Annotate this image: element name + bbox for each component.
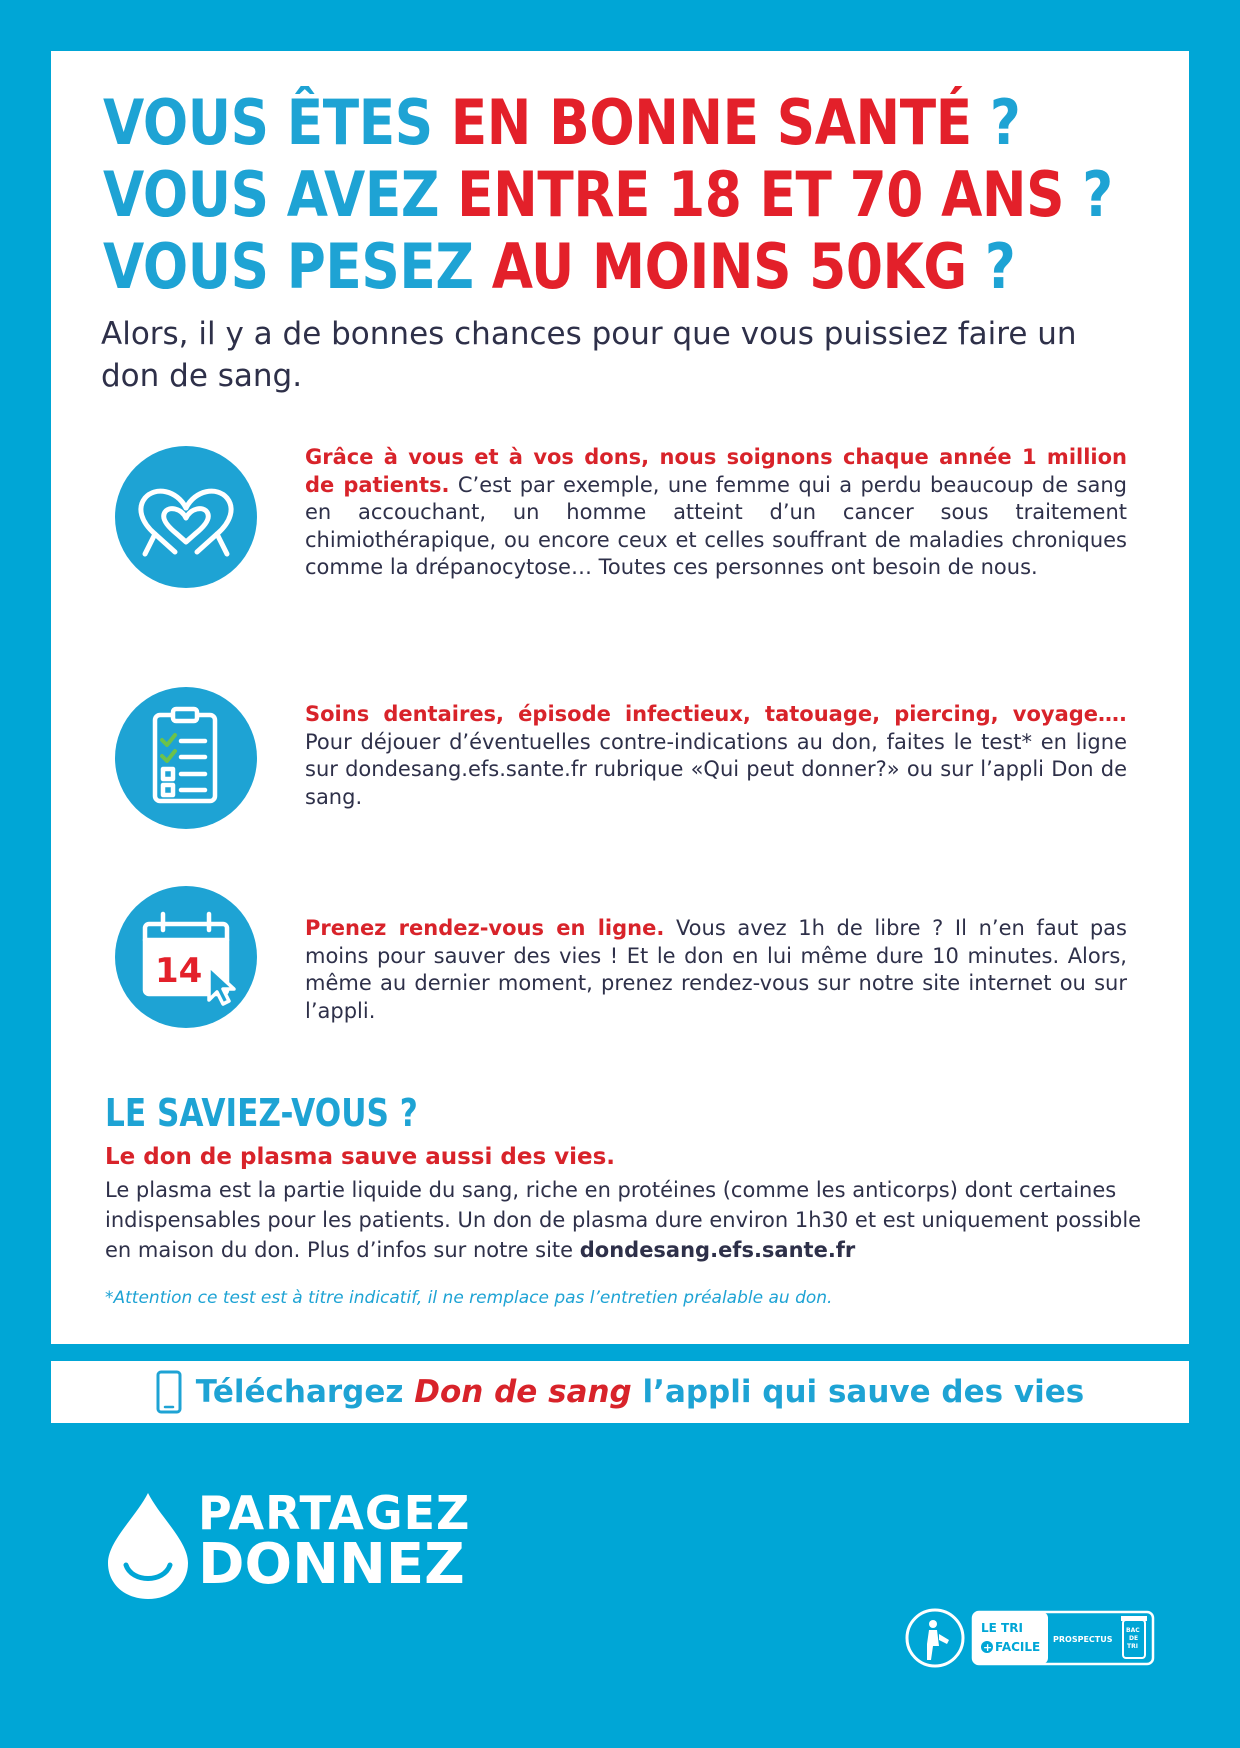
app-banner-suffix: l’appli qui sauve des vies <box>631 1374 1085 1410</box>
footnote: *Attention ce test est à titre indicatif, il ne remplace pas l’entretien préalable au don. <box>105 1288 833 1308</box>
block-3-text <box>305 915 1127 1025</box>
recycling-bin-icon <box>1121 1616 1147 1658</box>
smartphone-icon <box>156 1370 182 1414</box>
headline-1-red: EN BONNE SANTÉ <box>450 86 972 159</box>
block-1-lead: Grâce à vous et à vos dons, nous soignons chaque année 1 million de patients. <box>305 445 1127 497</box>
tri-line-2: FACILE <box>995 1640 1041 1654</box>
saviez-body-text: Le plasma est la partie liquide du sang, riche en protéines (comme les anticorps) dont certaines indispensables pour les patients. Un don de plasma dure environ 1h30 et est uniquement possible en maison du don. Plus d’infos sur notre site <box>105 1178 1142 1262</box>
saviez-body <box>105 1175 1165 1265</box>
logo-line-2: DONNEZ <box>198 1532 465 1597</box>
app-banner-text <box>196 1374 1084 1410</box>
block-1-text <box>305 444 1127 582</box>
block-1-body: C’est par exemple, une femme qui a perdu beaucoup de sang en accouchant, un homme atteint d’un cancer sous traitement chimiothérapique, ou encore ceux et celles souffrant de maladies chroniques comme la drépanocytose… Toutes ces personnes ont besoin de nous. <box>305 472 1127 579</box>
block-2-body: Pour déjouer d’éventuelles contre-indications au don, faites le test* en ligne sur dondesang.efs.sante.fr rubrique «Qui peut donner?» ou sur l’appli Don de sang. <box>305 729 1127 809</box>
headline-2-red: ENTRE 18 ET 70 ANS <box>457 158 1065 231</box>
saviez-title: LE SAVIEZ-VOUS ? <box>105 1091 418 1135</box>
tri-category: PROSPECTUS <box>1053 1635 1113 1644</box>
headline-3-question: ? <box>966 230 1016 303</box>
partagez-donnez-logo <box>106 1486 471 1597</box>
tri-line-1: LE TRI <box>981 1621 1023 1635</box>
calendar-day-number: 14 <box>155 951 203 991</box>
blood-drop-icon <box>106 1491 190 1601</box>
intro-text: Alors, il y a de bonnes chances pour que vous puissiez faire un don de sang. <box>101 316 1077 394</box>
headline-3-blue: VOUS PESEZ <box>103 230 492 303</box>
block-3-body: Vous avez 1h de libre ? Il n’en faut pas moins pour sauver des vies ! Et le don en lui même dure 10 minutes. Alors, même au dernier moment, prenez rendez-vous sur notre site internet ou sur l’appli. <box>305 916 1127 1023</box>
logo-line-1: PARTAGEZ <box>198 1486 471 1540</box>
block-3-lead: Prenez rendez-vous en ligne. <box>305 916 665 940</box>
headline-1-blue: VOUS ÊTES <box>103 86 451 159</box>
headline-line-2 <box>103 158 1113 231</box>
bin-label-2: DE <box>1129 1635 1139 1642</box>
app-banner-prefix: Téléchargez <box>195 1374 415 1410</box>
headline-2-blue: VOUS AVEZ <box>103 158 458 231</box>
logo-text <box>198 1486 471 1597</box>
block-2-lead: Soins dentaires, épisode infectieux, tatouage, piercing, voyage…. <box>305 702 1127 726</box>
headline-line-3 <box>103 230 1016 303</box>
svg-text:+: + <box>983 1641 993 1654</box>
clipboard-checklist-icon <box>115 687 257 829</box>
headline-2-question: ? <box>1064 158 1113 231</box>
headline-3-red: AU MOINS 50KG <box>491 230 967 303</box>
block-2-text <box>305 701 1127 811</box>
calendar-click-icon <box>115 886 257 1028</box>
bin-label-3: TRI <box>1127 1643 1138 1650</box>
headline-1-question: ? <box>971 86 1021 159</box>
headline <box>103 86 1113 303</box>
app-name: Don de sang <box>414 1374 632 1410</box>
saviez-subtitle: Le don de plasma sauve aussi des vies. <box>105 1144 616 1170</box>
tri-facile-badge <box>903 1606 1159 1670</box>
bin-label-1: BAC <box>1126 1627 1140 1634</box>
headline-line-1 <box>103 86 1021 159</box>
main-panel <box>51 51 1189 1344</box>
heart-hands-icon <box>115 446 257 588</box>
recycling-person-icon <box>927 1620 949 1660</box>
app-download-banner[interactable] <box>51 1361 1189 1423</box>
website-link[interactable]: dondesang.efs.sante.fr <box>579 1238 856 1262</box>
